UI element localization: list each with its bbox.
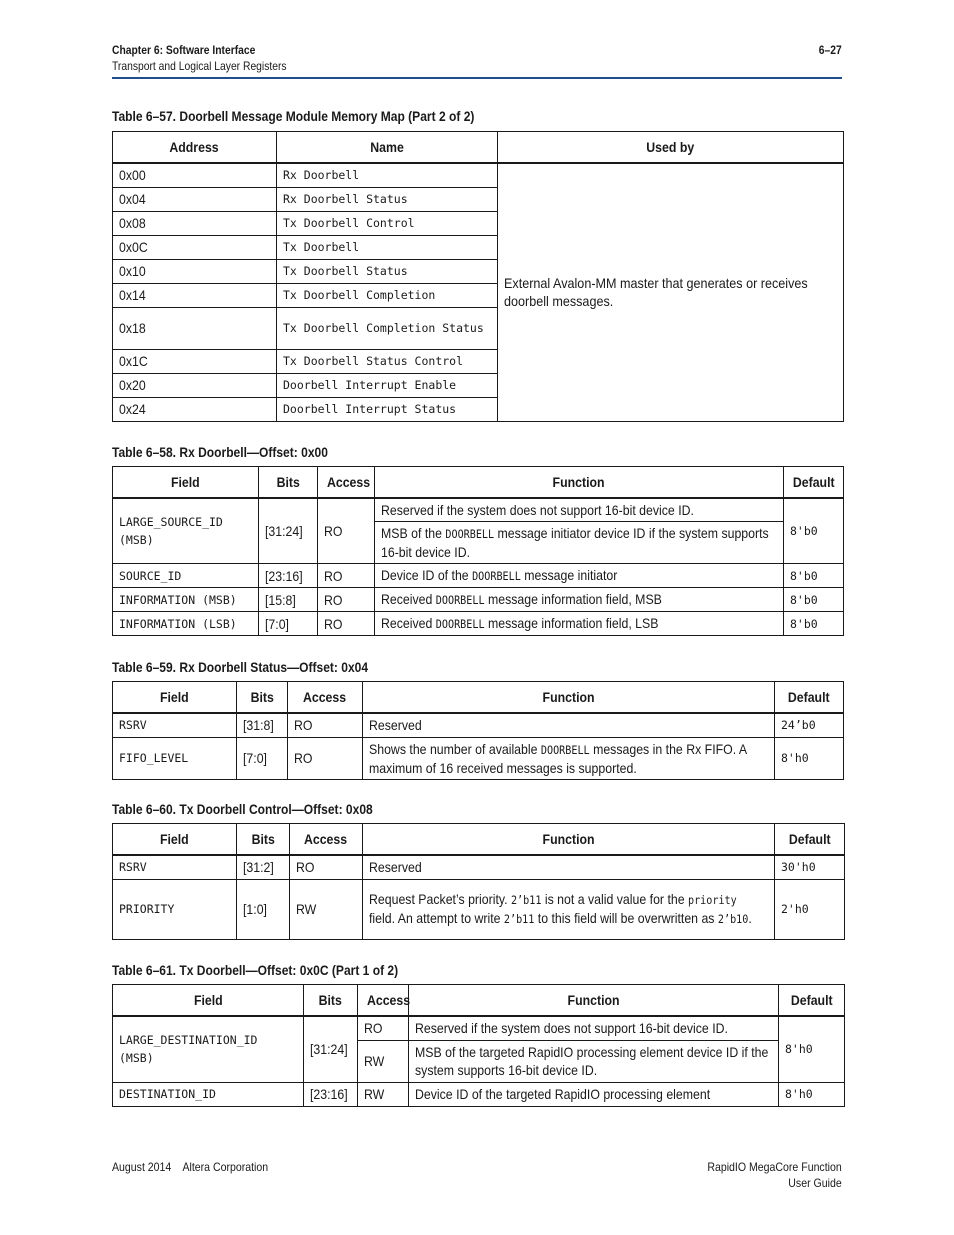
address-cell: 0x10 xyxy=(113,259,277,283)
code-text: DOORBELL xyxy=(435,617,485,631)
address-cell: 0x08 xyxy=(113,211,277,235)
column-header: Bits xyxy=(237,682,288,714)
code-text: DOORBELL xyxy=(435,593,485,607)
column-header: Field xyxy=(113,824,237,856)
function-cell: Reserved if the system does not support 16-bit device ID. xyxy=(409,1016,779,1040)
address-cell: 0x24 xyxy=(113,397,277,421)
default-cell: 8'h0 xyxy=(779,1016,845,1082)
table-row xyxy=(113,713,844,737)
table-row xyxy=(113,737,844,779)
access-cell: RO xyxy=(318,498,375,564)
section-title: Transport and Logical Layer Registers xyxy=(112,59,287,73)
table-57-caption: Table 6–57. Doorbell Message Module Memory Map (Part 2 of 2) xyxy=(112,108,475,124)
function-cell: Reserved xyxy=(363,713,775,737)
address-cell: 0x20 xyxy=(113,373,277,397)
table-row xyxy=(113,612,844,636)
column-header: Access xyxy=(358,985,409,1017)
field-cell: INFORMATION (MSB) xyxy=(113,588,259,612)
field-cell: RSRV xyxy=(113,713,237,737)
footer-product: RapidIO MegaCore Function xyxy=(707,1160,842,1174)
access-cell: RO xyxy=(318,564,375,588)
access-cell: RO xyxy=(288,737,363,779)
table-59-caption: Table 6–59. Rx Doorbell Status—Offset: 0x04 xyxy=(112,659,369,675)
function-cell: Received DOORBELL message information field, MSB xyxy=(375,588,784,612)
name-cell: Tx Doorbell Control xyxy=(277,211,498,235)
table-header-row xyxy=(113,682,844,714)
bits-cell: [31:24] xyxy=(304,1016,358,1082)
header-rule xyxy=(112,77,842,79)
field-cell: RSRV xyxy=(113,855,237,879)
table-row xyxy=(113,588,844,612)
address-cell: 0x04 xyxy=(113,187,277,211)
address-cell: 0x1C xyxy=(113,349,277,373)
access-cell: RW xyxy=(358,1082,409,1106)
code-text: DOORBELL xyxy=(472,569,521,583)
column-header: Bits xyxy=(237,824,290,856)
table-row xyxy=(113,564,844,588)
address-cell: 0x14 xyxy=(113,283,277,307)
table-60 xyxy=(112,823,845,940)
field-cell: FIFO_LEVEL xyxy=(113,737,237,779)
bits-cell: [7:0] xyxy=(237,737,288,779)
chapter-title: Chapter 6: Software Interface xyxy=(112,43,256,57)
field-cell: INFORMATION (LSB) xyxy=(113,612,259,636)
used-by-cell: External Avalon-MM master that generates or receives doorbell messages. xyxy=(498,163,844,421)
column-header: Access xyxy=(318,467,375,499)
address-cell: 0x18 xyxy=(113,307,277,349)
default-cell: 8'h0 xyxy=(779,1082,845,1106)
column-header: Function xyxy=(375,467,784,499)
field-cell: SOURCE_ID xyxy=(113,564,259,588)
access-cell: RW xyxy=(290,879,363,939)
bits-cell: [31:2] xyxy=(237,855,290,879)
table-header-row xyxy=(113,132,844,164)
address-cell: 0x0C xyxy=(113,235,277,259)
table-61-caption: Table 6–61. Tx Doorbell—Offset: 0x0C (Part 1 of 2) xyxy=(112,962,399,978)
code-text: DOORBELL xyxy=(445,527,495,541)
column-header: Default xyxy=(784,467,844,499)
default-cell: 8'h0 xyxy=(775,737,844,779)
name-cell: Tx Doorbell Completion xyxy=(277,283,498,307)
table-59 xyxy=(112,681,844,780)
table-row xyxy=(113,855,845,879)
column-header: Address xyxy=(113,132,277,164)
function-cell: Reserved xyxy=(363,855,775,879)
code-text: 2’b10 xyxy=(717,912,749,926)
name-cell: Rx Doorbell xyxy=(277,163,498,187)
table-header-row xyxy=(113,467,844,499)
bits-cell: [31:8] xyxy=(237,713,288,737)
function-cell: Device ID of the DOORBELL message initiator xyxy=(375,564,784,588)
bits-cell: [15:8] xyxy=(259,588,318,612)
table-row xyxy=(113,1082,845,1106)
table-row xyxy=(113,879,845,939)
field-cell: LARGE_SOURCE_ID (MSB) xyxy=(113,498,259,564)
table-row xyxy=(113,498,844,522)
function-cell: Shows the number of available DOORBELL messages in the Rx FIFO. A maximum of 16 received messages is supported. xyxy=(363,737,775,779)
function-cell: Reserved if the system does not support 16-bit device ID. xyxy=(375,498,784,522)
column-header: Bits xyxy=(304,985,358,1017)
column-header: Used by xyxy=(498,132,844,164)
table-header-row xyxy=(113,824,845,856)
column-header: Field xyxy=(113,467,259,499)
column-header: Name xyxy=(277,132,498,164)
access-cell: RO xyxy=(318,588,375,612)
access-cell: RO xyxy=(318,612,375,636)
access-cell: RO xyxy=(288,713,363,737)
table-61 xyxy=(112,984,845,1107)
name-cell: Tx Doorbell xyxy=(277,235,498,259)
column-header: Function xyxy=(363,824,775,856)
page-number: 6–27 xyxy=(819,43,842,57)
column-header: Bits xyxy=(259,467,318,499)
table-58 xyxy=(112,466,844,636)
name-cell: Doorbell Interrupt Status xyxy=(277,397,498,421)
field-cell: DESTINATION_ID xyxy=(113,1082,304,1106)
name-cell: Rx Doorbell Status xyxy=(277,187,498,211)
footer-date-company: August 2014 Altera Corporation xyxy=(112,1160,269,1174)
default-cell: 2'h0 xyxy=(775,879,845,939)
table-row xyxy=(113,1016,845,1040)
table-60-caption: Table 6–60. Tx Doorbell Control—Offset: 0x08 xyxy=(112,801,373,817)
code-text: 2’b11 xyxy=(503,912,535,926)
default-cell: 30'h0 xyxy=(775,855,845,879)
field-cell: LARGE_DESTINATION_ID (MSB) xyxy=(113,1016,304,1082)
name-cell: Tx Doorbell Status xyxy=(277,259,498,283)
bits-cell: [7:0] xyxy=(259,612,318,636)
code-text: 2’b11 xyxy=(510,893,542,907)
name-cell: Doorbell Interrupt Enable xyxy=(277,373,498,397)
function-cell: Device ID of the targeted RapidIO processing element xyxy=(409,1082,779,1106)
table-58-caption: Table 6–58. Rx Doorbell—Offset: 0x00 xyxy=(112,444,328,460)
column-header: Field xyxy=(113,682,237,714)
default-cell: 8'b0 xyxy=(784,498,844,564)
field-cell: PRIORITY xyxy=(113,879,237,939)
column-header: Access xyxy=(288,682,363,714)
column-header: Function xyxy=(363,682,775,714)
bits-cell: [23:16] xyxy=(259,564,318,588)
function-cell: MSB of the targeted RapidIO processing element device ID if the system supports 16-bit device ID. xyxy=(409,1040,779,1082)
table-57 xyxy=(112,131,844,422)
footer-guide: User Guide xyxy=(788,1176,842,1190)
access-cell: RO xyxy=(358,1016,409,1040)
table-header-row xyxy=(113,985,845,1017)
address-cell: 0x00 xyxy=(113,163,277,187)
bits-cell: [31:24] xyxy=(259,498,318,564)
name-cell: Tx Doorbell Status Control xyxy=(277,349,498,373)
function-cell: Received DOORBELL message information field, LSB xyxy=(375,612,784,636)
name-cell: Tx Doorbell Completion Status xyxy=(277,307,498,349)
column-header: Default xyxy=(775,824,845,856)
access-cell: RW xyxy=(358,1040,409,1082)
column-header: Function xyxy=(409,985,779,1017)
column-header: Default xyxy=(779,985,845,1017)
table-row xyxy=(113,163,844,187)
code-text: DOORBELL xyxy=(540,742,590,757)
default-cell: 8'b0 xyxy=(784,564,844,588)
function-cell: Request Packet’s priority. 2’b11 is not a valid value for the priority field. An attempt to write 2’b11 to this field will be overwritten as 2’b10. xyxy=(363,879,775,939)
column-header: Access xyxy=(290,824,363,856)
bits-cell: [23:16] xyxy=(304,1082,358,1106)
default-cell: 8'b0 xyxy=(784,612,844,636)
default-cell: 24’b0 xyxy=(775,713,844,737)
code-text: priority xyxy=(688,893,737,907)
column-header: Field xyxy=(113,985,304,1017)
bits-cell: [1:0] xyxy=(237,879,290,939)
access-cell: RO xyxy=(290,855,363,879)
function-cell: MSB of the DOORBELL message initiator device ID if the system supports 16-bit device ID. xyxy=(375,522,784,564)
column-header: Default xyxy=(775,682,844,714)
default-cell: 8'b0 xyxy=(784,588,844,612)
